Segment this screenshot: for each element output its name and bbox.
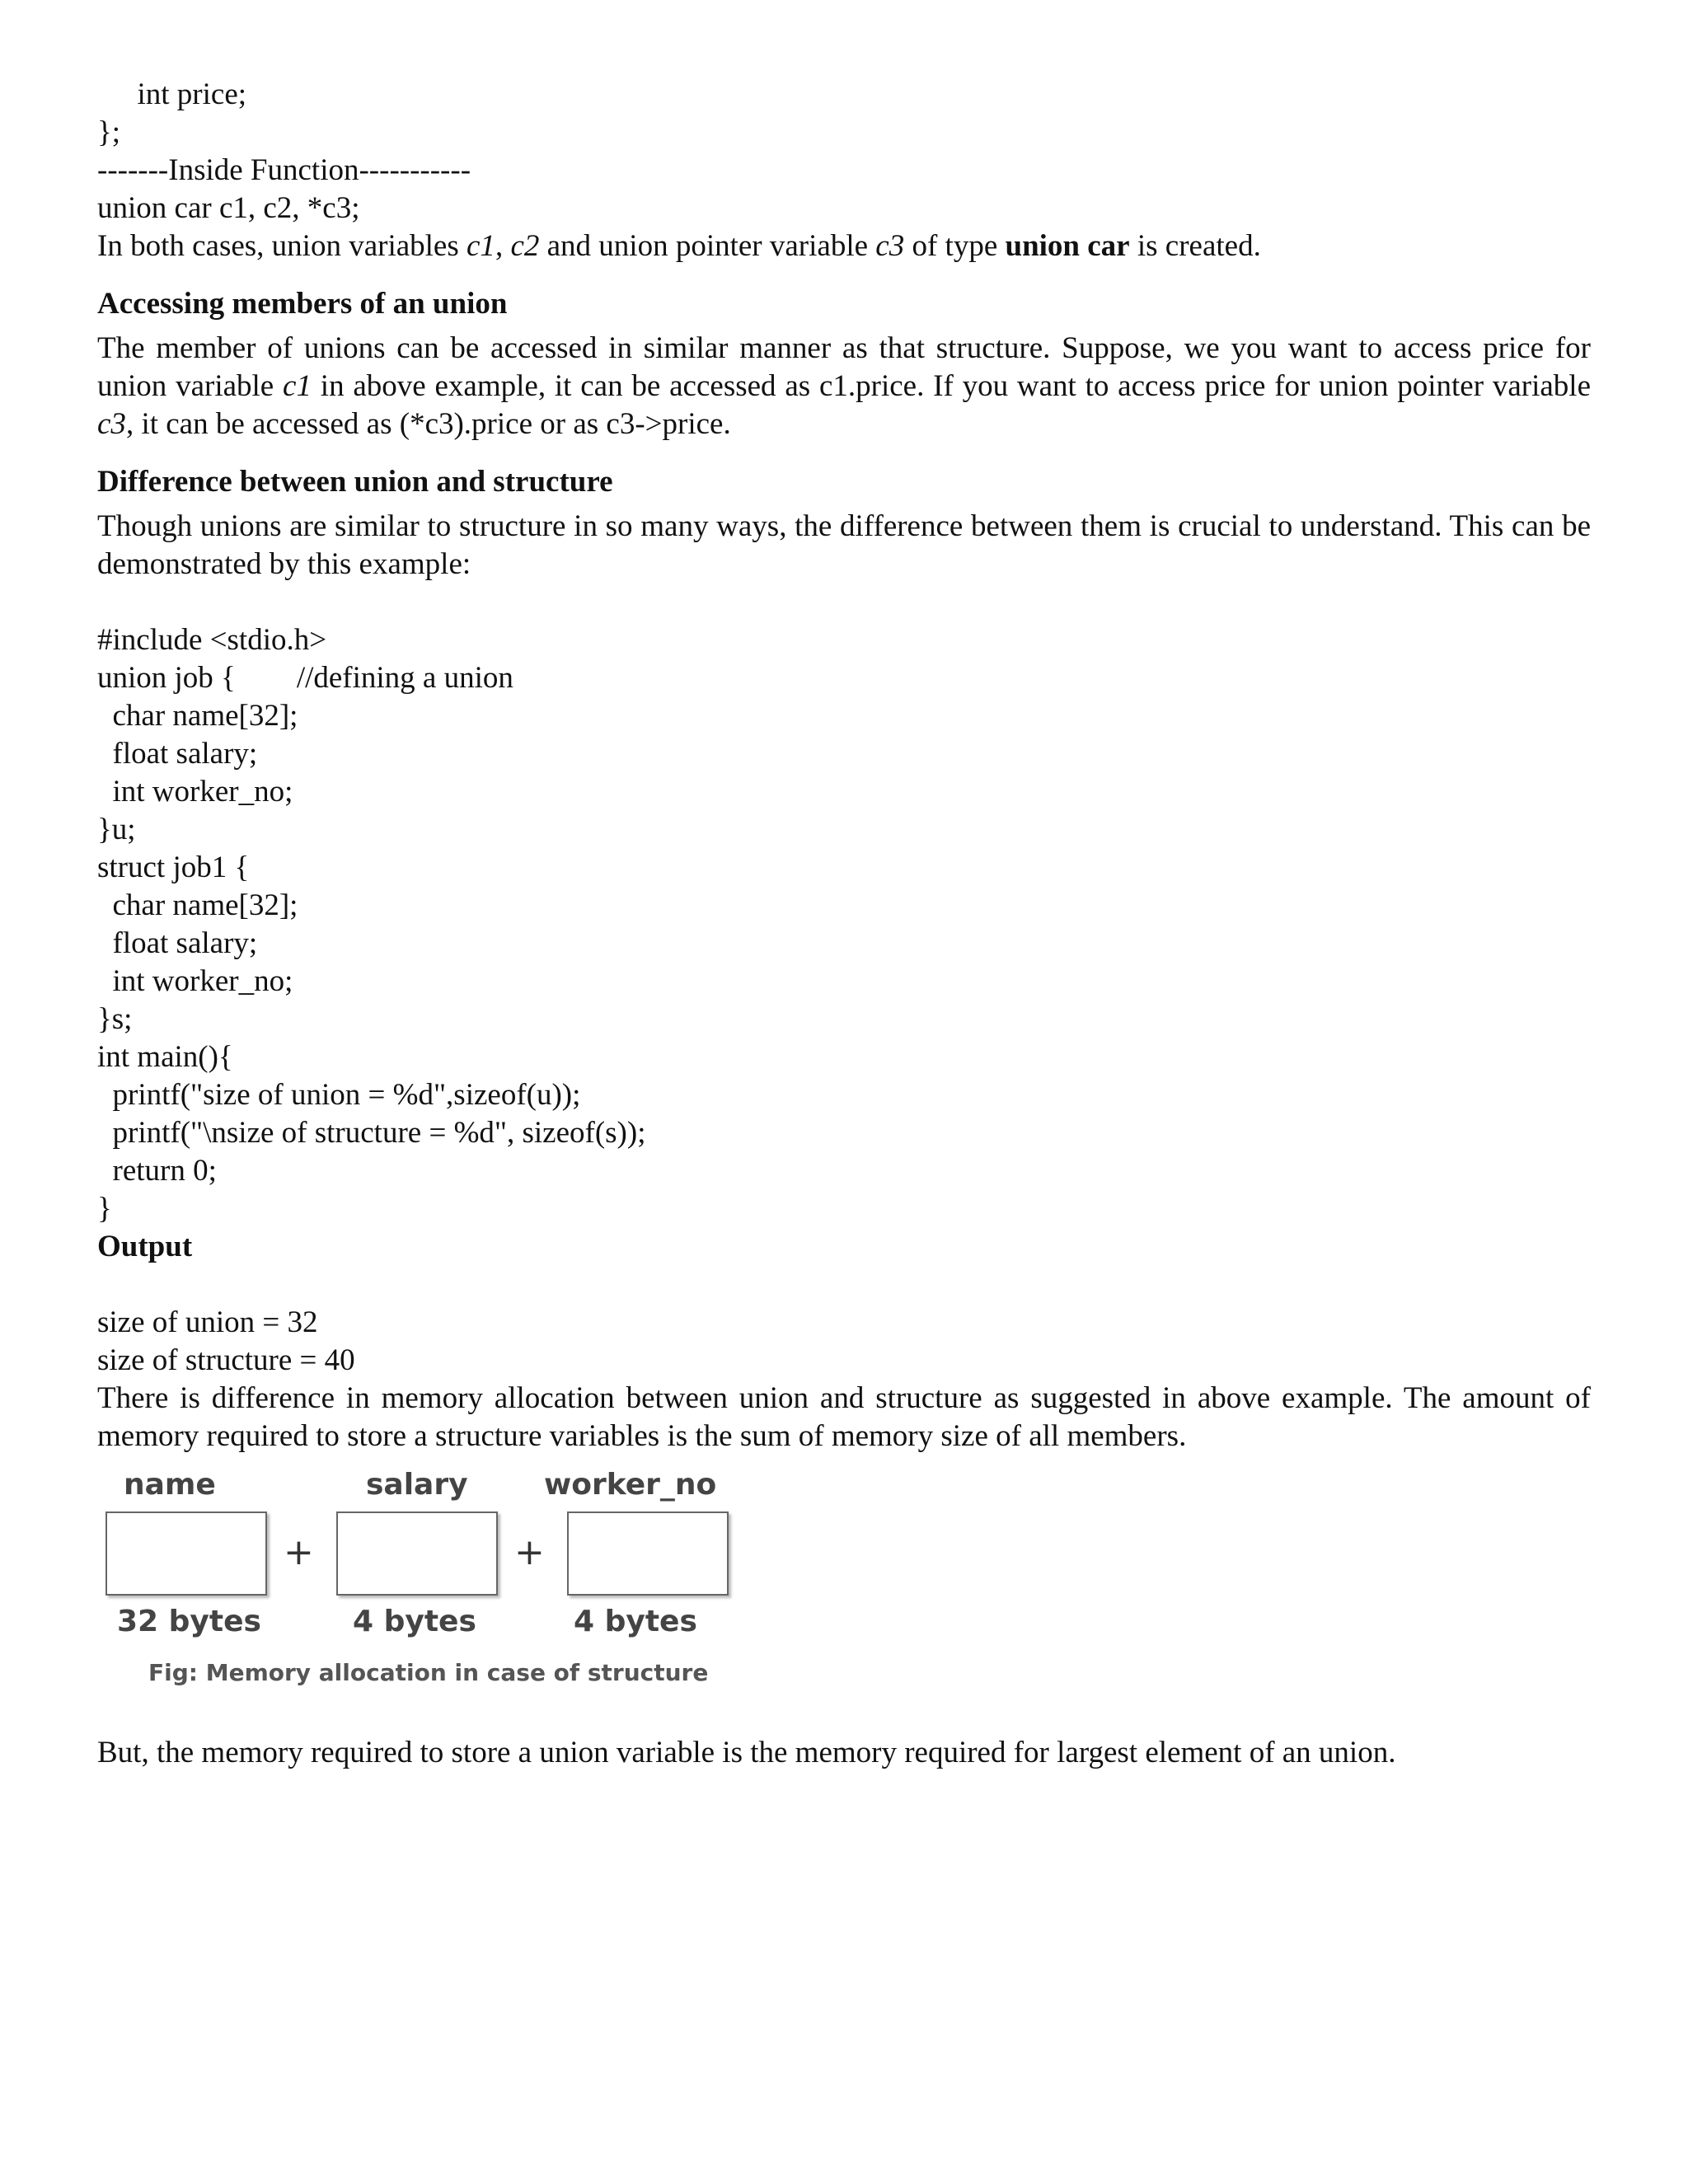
- closing-paragraph: But, the memory required to store a union variable is the memory required for largest element of an union.: [97, 1736, 1396, 1769]
- code-line: struct job1 {: [97, 851, 250, 884]
- code-line-inside-function: -------Inside Function-----------: [97, 153, 471, 187]
- code-line: }u;: [97, 813, 136, 846]
- code-line: float salary;: [97, 737, 258, 771]
- figure-box-name: [106, 1511, 267, 1596]
- code-line: float salary;: [97, 926, 258, 960]
- figure-label-salary: salary: [366, 1468, 468, 1502]
- output-line-structure: size of structure = 40: [97, 1343, 355, 1377]
- structure-memory-figure: [97, 1464, 1591, 1703]
- code-example: [97, 621, 1591, 1228]
- code-line: return 0;: [97, 1154, 217, 1188]
- code-line: int worker_no;: [97, 775, 293, 808]
- code-line: char name[32];: [97, 888, 298, 922]
- code-line-union-car-decl: union car c1, c2, *c3;: [97, 191, 360, 225]
- figure-size-name: 32 bytes: [117, 1605, 261, 1638]
- code-line: union job { //defining a union: [97, 661, 513, 695]
- code-line-close-brace: };: [97, 115, 121, 149]
- code-line: printf("size of union = %d",sizeof(u));: [97, 1078, 581, 1112]
- code-line: }: [97, 1192, 112, 1226]
- heading-output: Output: [97, 1230, 193, 1263]
- figure-plus-sign: +: [514, 1531, 545, 1573]
- figure-box-worker-no: [567, 1511, 729, 1596]
- figure-label-worker-no: worker_no: [544, 1468, 717, 1502]
- code-line: }s;: [97, 1002, 133, 1036]
- memory-allocation-paragraph: There is difference in memory allocation between union and structure as suggested in above example. The amount of memory required to store a structure variables is the sum of memory size of all members.: [97, 1381, 1591, 1453]
- code-line: int main(){: [97, 1040, 233, 1074]
- heading-accessing-members: Accessing members of an union: [97, 287, 508, 321]
- output-line-union: size of union = 32: [97, 1305, 318, 1339]
- figure-box-salary: [336, 1511, 498, 1596]
- code-line: #include <stdio.h>: [97, 623, 327, 657]
- figure-caption: Fig: Memory allocation in case of structure: [148, 1659, 709, 1686]
- code-line-price: int price;: [122, 77, 247, 111]
- both-cases-sentence: In both cases, union variables c1, c2 and union pointer variable c3 of type union car is created.: [97, 229, 1261, 263]
- difference-paragraph: Though unions are similar to structure in so many ways, the difference between them is crucial to understand. This can be demonstrated by this example:: [97, 509, 1591, 581]
- figure-size-worker-no: 4 bytes: [574, 1605, 697, 1638]
- accessing-members-paragraph: The member of unions can be accessed in similar manner as that structure. Suppose, we you want to access price for union variable c1 in above example, it can be accessed as c1.price. If you want to access price for union pointer variable c3, it can be accessed as (*c3).price or as c3->price.: [97, 331, 1592, 441]
- figure-label-name: name: [124, 1468, 216, 1502]
- code-line: int worker_no;: [97, 964, 293, 998]
- figure-plus-sign: +: [284, 1531, 314, 1573]
- document-page: [97, 76, 1591, 1772]
- heading-difference: Difference between union and structure: [97, 465, 613, 499]
- code-line: printf("\nsize of structure = %d", sizeof(s));: [97, 1116, 646, 1150]
- code-line: char name[32];: [97, 699, 298, 733]
- figure-size-salary: 4 bytes: [353, 1605, 476, 1638]
